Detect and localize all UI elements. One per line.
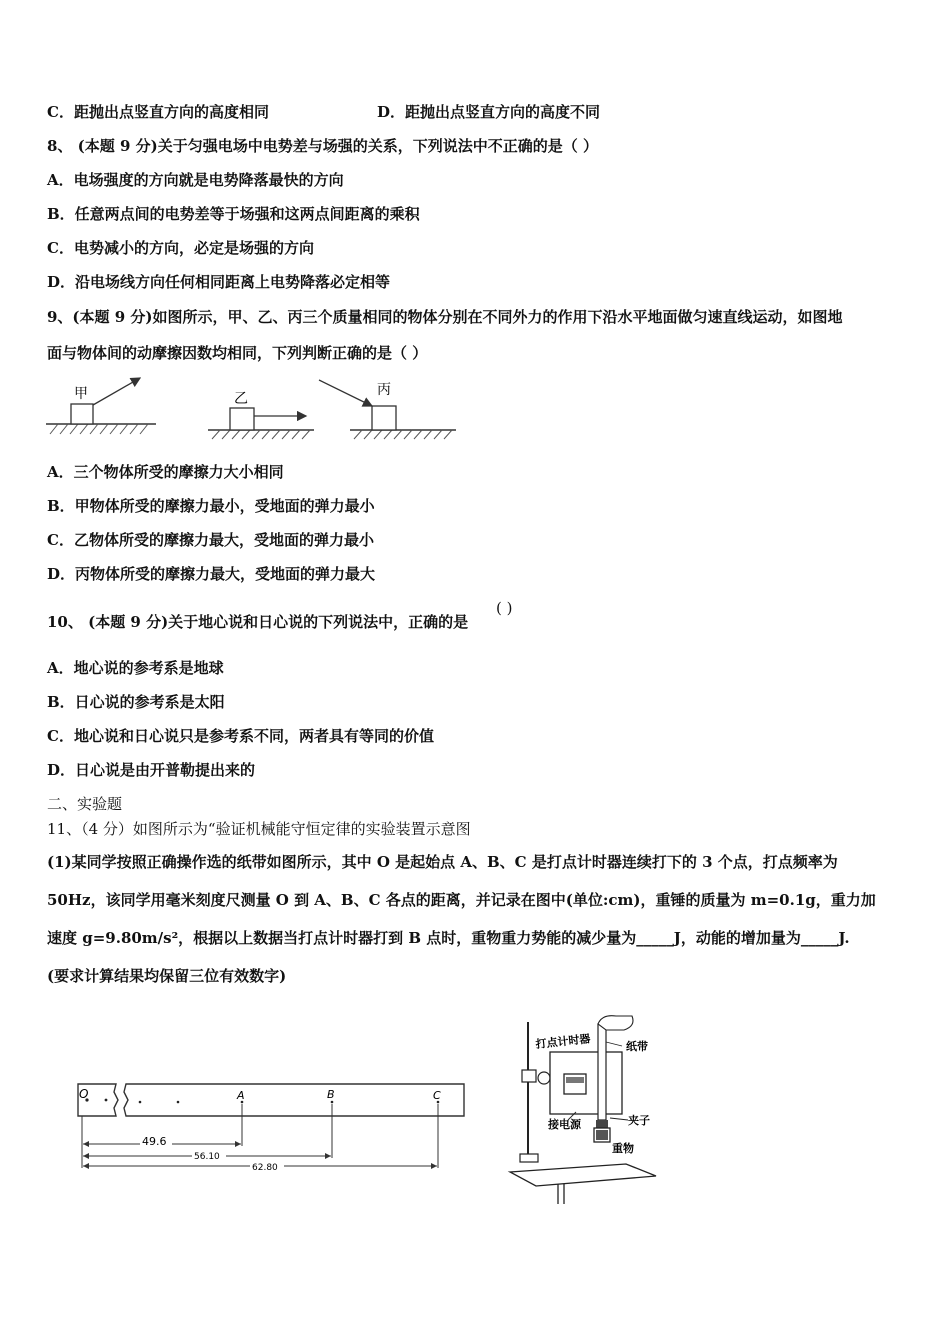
block-jia [71,404,93,424]
paper-tape-figure [74,1078,474,1173]
ground-bing [350,430,456,439]
label-paper: 纸带 [626,1040,648,1053]
dist-oc: 62.80 [252,1163,278,1173]
q10-option-d: D．日心说是由开普勒提出来的 [47,761,256,779]
force-arrow-bing [319,380,372,406]
q8-option-d: D．沿电场线方向任何相同距离上电势降落必定相等 [47,273,391,291]
label-jia: 甲 [74,386,88,402]
tape-label-o: O [79,1087,89,1101]
q9-option-a: A．三个物体所受的摩擦力大小相同 [47,463,284,481]
q9-figure [44,372,460,442]
tape-label-b: B [327,1088,335,1101]
q10-stem: 10、 (本题 9 分)关于地心说和日心说的下列说法中，正确的是 [47,613,469,631]
q7-option-d: D．距抛出点竖直方向的高度不同 [377,103,601,121]
label-bing: 丙 [377,382,391,398]
q11-paragraph-4: (要求计算结果均保留三位有效数字) [47,967,287,985]
block-bing [372,406,396,430]
q11-paragraph-2: 50Hz，该同学用毫米刻度尺测量 O 到 A、B、C 各点的距离，并记录在图中(单位:cm)，重锤的质量为 m=0.1g，重力加 [47,891,876,909]
q7-option-c: C．距抛出点竖直方向的高度相同 [47,103,269,121]
ground-yi [208,430,314,439]
tape-label-c: C [433,1089,441,1102]
label-clip: 夹子 [628,1114,650,1127]
q9-stem-line1: 9、(本题 9 分)如图所示，甲、乙、丙三个质量相同的物体分别在不同外力的作用下沿水平地面做匀速直线运动，如图地 [47,308,843,326]
label-yi: 乙 [234,391,248,407]
q8-option-c: C．电势减小的方向，必定是场强的方向 [47,239,314,257]
q8-option-b: B．任意两点间的电势差等于场强和这两点间距离的乘积 [47,205,420,223]
block-yi [230,408,254,430]
q10-option-b: B．日心说的参考系是太阳 [47,693,225,711]
ground-jia [46,424,156,434]
label-weight: 重物 [612,1142,634,1155]
q11-stem: 11、（4 分）如图所示为“验证机械能守恒定律的实验装置示意图 [47,820,471,838]
label-timer: 打点计时器 [534,1032,592,1051]
dist-oa: 49.6 [142,1135,167,1148]
q11-paragraph-1: (1)某同学按照正确操作选的纸带如图所示，其中 O 是起始点 A、B、C 是打点计时器连续打下的 3 个点，打点频率为 [47,853,838,871]
tape-label-a: A [237,1089,245,1102]
q9-option-c: C．乙物体所受的摩擦力最大，受地面的弹力最小 [47,531,374,549]
label-power: 接电源 [548,1118,581,1131]
q11-paragraph-3: 速度 g=9.80m/s²，根据以上数据当打点计时器打到 B 点时，重物重力势能的减少量为_____J，动能的增加量为_____J. [47,929,850,947]
force-arrow-jia [93,378,140,405]
q9-stem-line2: 面与物体间的动摩擦因数均相同，下列判断正确的是（ ） [47,344,428,362]
apparatus-figure [506,1012,676,1207]
dist-ob: 56.10 [194,1152,220,1162]
q10-option-c: C．地心说和日心说只是参考系不同，两者具有等同的价值 [47,727,434,745]
q10-answer-paren: ( ) [496,599,513,617]
q8-option-a: A．电场强度的方向就是电势降落最快的方向 [47,171,344,189]
q8-stem: 8、 (本题 9 分)关于匀强电场中电势差与场强的关系，下列说法中不正确的是（ ） [47,137,598,155]
q9-option-b: B．甲物体所受的摩擦力最小，受地面的弹力最小 [47,497,375,515]
q9-option-d: D．丙物体所受的摩擦力最大，受地面的弹力最大 [47,565,376,583]
section-title: 二、实验题 [47,795,123,813]
q10-option-a: A．地心说的参考系是地球 [47,659,224,677]
